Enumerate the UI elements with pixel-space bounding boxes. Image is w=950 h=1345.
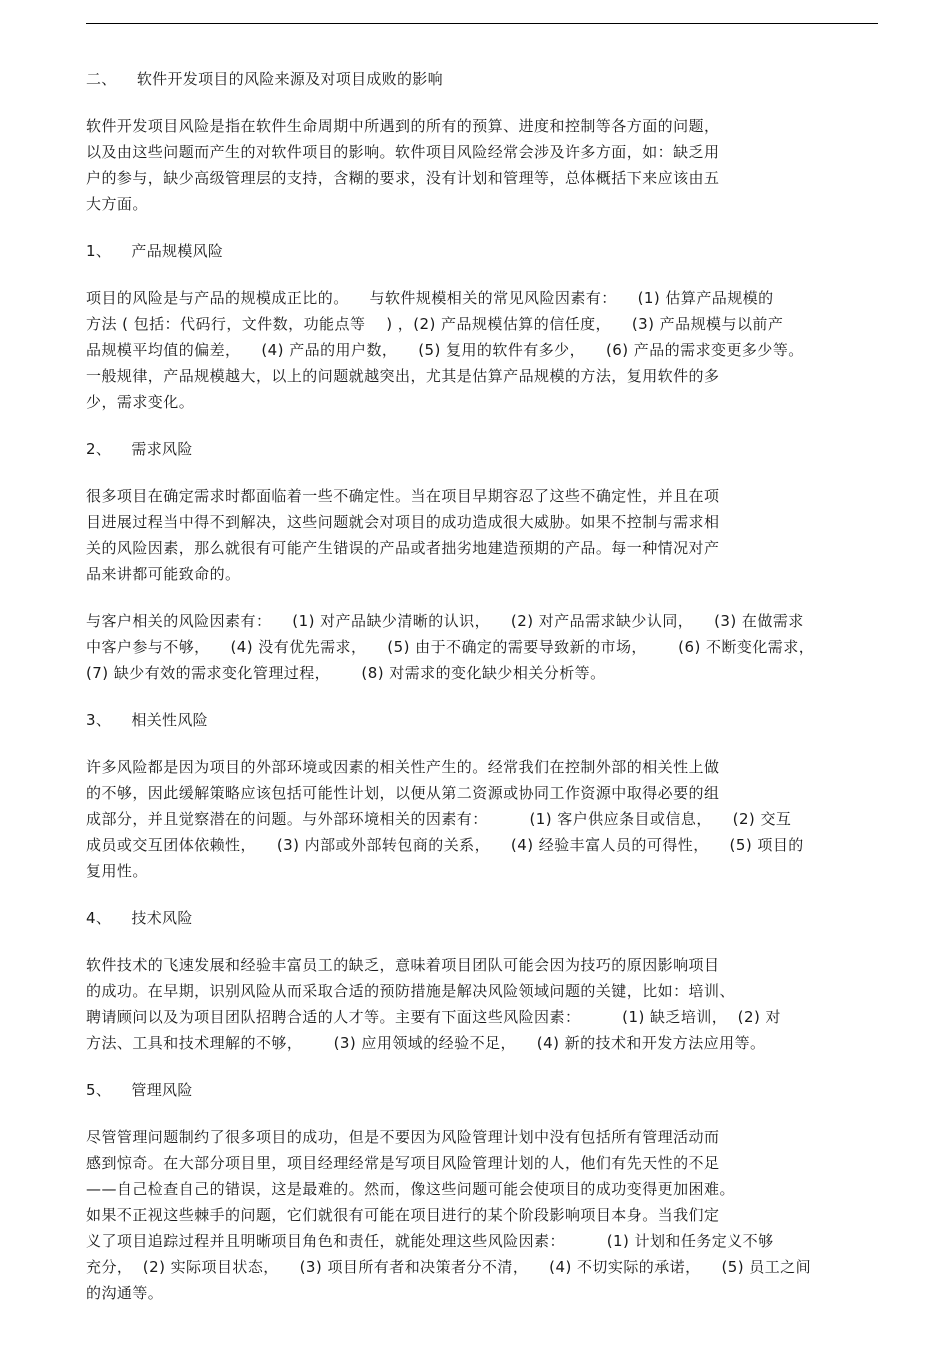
text-line: 以及由这些问题而产生的对软件项目的影响。软件项目风险经常会涉及许多方面，如：缺乏用	[86, 143, 720, 161]
text-line: 的沟通等。	[86, 1284, 164, 1302]
technical-paragraph	[86, 952, 878, 1056]
text-line: ——自己检查自己的错误，这是最难的。然而，像这些问题可能会使项目的成功变得更加困难。	[86, 1180, 735, 1198]
text-line: 软件技术的飞速发展和经验丰富员工的缺乏，意味着项目团队可能会因为技巧的原因影响项目	[86, 956, 720, 974]
text-line: 聘请顾问以及为项目团队招聘合适的人才等。主要有下面这些风险因素： (1) 缺乏培训， (2) 对	[86, 1008, 781, 1026]
text-line: 关的风险因素，那么就很有可能产生错误的产品或者拙劣地建造预期的产品。每一种情况对产	[86, 539, 720, 557]
heading-dependency-risk: 3、 相关性风险	[86, 711, 208, 729]
product-scale-paragraph	[86, 285, 878, 415]
document-body	[86, 66, 878, 1306]
text-line: 品来讲都可能致命的。	[86, 565, 241, 583]
text-line: 感到惊奇。在大部分项目里，项目经理经常是写项目风险管理计划的人，他们有先天性的不足	[86, 1154, 720, 1172]
text-line: 与客户相关的风险因素有： (1) 对产品缺少清晰的认识， (2) 对产品需求缺少认同， (3) 在做需求	[86, 612, 804, 630]
text-line: 的不够，因此缓解策略应该包括可能性计划，以便从第二资源或协同工作资源中取得必要的组	[86, 784, 720, 802]
text-line: 成部分，并且觉察潜在的问题。与外部环境相关的因素有： (1) 客户供应条目或信息， (2) 交互	[86, 810, 792, 828]
intro-paragraph	[86, 113, 878, 217]
heading-requirements-risk: 2、 需求风险	[86, 440, 193, 458]
text-line: 尽管管理问题制约了很多项目的成功，但是不要因为风险管理计划中没有包括所有管理活动而	[86, 1128, 720, 1146]
heading-management-risk: 5、 管理风险	[86, 1081, 193, 1099]
text-line: 项目的风险是与产品的规模成正比的。 与软件规模相关的常见风险因素有： (1) 估算产品规模的	[86, 289, 774, 307]
text-line: 如果不正视这些棘手的问题，它们就很有可能在项目进行的某个阶段影响项目本身。当我们定	[86, 1206, 720, 1224]
text-line: 复用性。	[86, 862, 148, 880]
text-line: 大方面。	[86, 195, 148, 213]
text-line: 充分， (2) 实际项目状态， (3) 项目所有者和决策者分不清， (4) 不切实际的承诺， (5) 员工之间	[86, 1258, 812, 1276]
requirements-paragraph-2	[86, 608, 878, 686]
heading-product-scale-risk: 1、 产品规模风险	[86, 242, 224, 260]
text-line: 软件开发项目风险是指在软件生命周期中所遇到的所有的预算、进度和控制等各方面的问题，	[86, 117, 720, 135]
text-line: 中客户参与不够， (4) 没有优先需求， (5) 由于不确定的需要导致新的市场， (6) 不断变化需求，	[86, 638, 815, 656]
header-rule	[86, 23, 878, 24]
text-line: 一般规律，产品规模越大，以上的问题就越突出，尤其是估算产品规模的方法，复用软件的多	[86, 367, 720, 385]
dependency-paragraph	[86, 754, 878, 884]
text-line: 少，需求变化。	[86, 393, 195, 411]
text-line: 户的参与，缺少高级管理层的支持，含糊的要求，没有计划和管理等，总体概括下来应该由五	[86, 169, 720, 187]
requirements-paragraph-1	[86, 483, 878, 587]
text-line: 的成功。在早期，识别风险从而采取合适的预防措施是解决风险领域问题的关键，比如：培训、	[86, 982, 735, 1000]
text-line: 目进展过程当中得不到解决，这些问题就会对项目的成功造成很大威胁。如果不控制与需求相	[86, 513, 720, 531]
text-line: 成员或交互团体依赖性， (3) 内部或外部转包商的关系， (4) 经验丰富人员的可得性， (5) 项目的	[86, 836, 804, 854]
text-line: 方法、工具和技术理解的不够， (3) 应用领域的经验不足， (4) 新的技术和开发方法应用等。	[86, 1034, 766, 1052]
text-line: 很多项目在确定需求时都面临着一些不确定性。当在项目早期容忍了这些不确定性，并且在项	[86, 487, 720, 505]
heading-technical-risk: 4、 技术风险	[86, 909, 193, 927]
text-line: 品规模平均值的偏差， (4) 产品的用户数， (5) 复用的软件有多少， (6) 产品的需求变更多少等。	[86, 341, 804, 359]
text-line: 方法 ( 包括：代码行，文件数，功能点等 ) ，(2) 产品规模估算的信任度， (3) 产品规模与以前产	[86, 315, 784, 333]
management-paragraph	[86, 1124, 878, 1306]
text-line: 许多风险都是因为项目的外部环境或因素的相关性产生的。经常我们在控制外部的相关性上做	[86, 758, 720, 776]
text-line: 义了项目追踪过程并且明晰项目角色和责任，就能处理这些风险因素： (1) 计划和任务定义不够	[86, 1232, 774, 1250]
text-line: (7) 缺少有效的需求变化管理过程， (8) 对需求的变化缺少相关分析等。	[86, 664, 606, 682]
section-title: 二、 软件开发项目的风险来源及对项目成败的影响	[86, 70, 443, 88]
